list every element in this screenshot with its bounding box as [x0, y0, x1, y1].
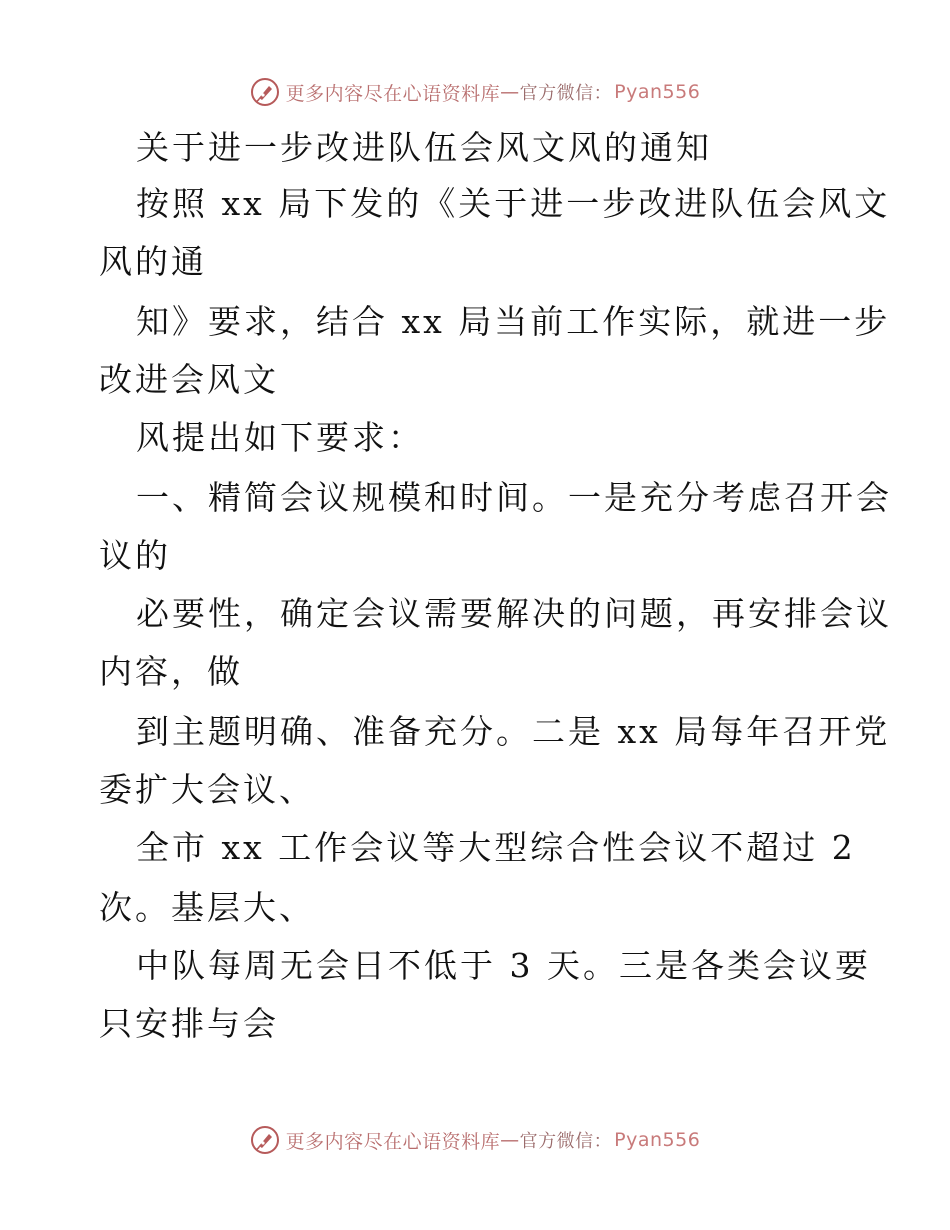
watermark-header	[0, 72, 950, 112]
watermark-separator: —	[500, 81, 520, 103]
watermark-separator: —	[500, 1129, 520, 1151]
watermark-wechat-id: Pyan556	[614, 81, 701, 103]
paragraph-line: 按照 xx 局下发的《关于进一步改进队伍会风文	[136, 184, 891, 223]
watermark-wechat-label: 官方微信：	[519, 83, 613, 104]
paragraph-line: 只安排与会	[99, 1004, 279, 1043]
paragraph-line: 内容，做	[99, 652, 243, 691]
paragraph-line: 一、精简会议规模和时间。一是充分考虑召开会	[136, 478, 892, 517]
paragraph-line: 到主题明确、准备充分。二是 xx 局每年召开党	[136, 712, 891, 751]
paragraph-line: 中队每周无会日不低于 3 天。三是各类会议要	[136, 946, 871, 985]
paragraph-line: 委扩大会议、	[99, 770, 315, 809]
watermark-text: 更多内容尽在心语资料库	[285, 82, 501, 105]
paragraph-line: 风的通	[99, 242, 207, 281]
paragraph-line: 改进会风文	[99, 360, 279, 399]
paragraph-line: 风提出如下要求：	[136, 418, 424, 457]
watermark-footer	[0, 1120, 950, 1160]
paragraph-line: 议的	[99, 536, 171, 575]
paragraph-line: 次。基层大、	[99, 888, 315, 927]
pen-nib-icon	[250, 77, 280, 107]
paragraph-line: 全市 xx 工作会议等大型综合性会议不超过 2	[136, 828, 856, 867]
watermark-text: 更多内容尽在心语资料库	[285, 1130, 501, 1153]
document-title: 关于进一步改进队伍会风文风的通知	[136, 128, 712, 167]
watermark-wechat-id: Pyan556	[614, 1129, 701, 1151]
paragraph-line: 知》要求，结合 xx 局当前工作实际，就进一步	[136, 302, 891, 341]
pen-nib-icon	[250, 1125, 280, 1155]
watermark-wechat-label: 官方微信：	[519, 1131, 613, 1152]
paragraph-line: 必要性，确定会议需要解决的问题，再安排会议	[136, 594, 892, 633]
